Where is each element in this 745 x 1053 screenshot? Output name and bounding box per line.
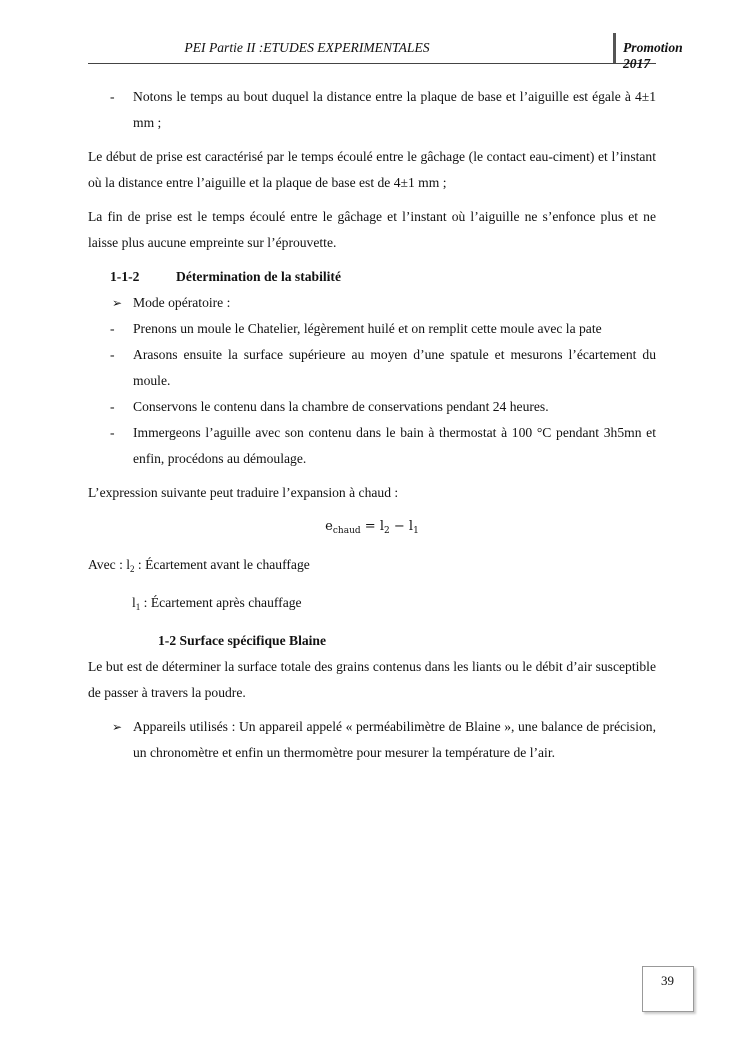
page-content — [88, 84, 656, 766]
section-title: Détermination de la stabilité — [176, 269, 341, 284]
header-title: PEI Partie II :ETUDES EXPERIMENTALES — [184, 40, 430, 55]
avec-l2-line: Avec : $l_2$ : Écartement avant le chauffage — [88, 557, 310, 574]
page-header — [88, 33, 683, 71]
header-separator — [613, 33, 616, 63]
avec-l1-line: $l_1$ : Écartement après chauffage — [132, 595, 302, 612]
list-item — [88, 394, 656, 420]
paragraph-debut-prise: Le début de prise est caractérisé par le temps écoulé entre le gâchage (le contact eau-ciment) et l’instant où la distance entre l’aiguille et la plaque de base est de 4±1 mm ; — [88, 149, 656, 190]
arrow-bullet-icon: ➢ — [112, 296, 123, 310]
list-item — [88, 316, 656, 342]
page-number: 39 — [661, 973, 674, 988]
dash-bullet: - — [110, 399, 115, 414]
formula-expansion: $e_{chaud} = l_2 - l_1$ — [325, 519, 419, 536]
list-item-text: Conservons le contenu dans la chambre de conservations pendant 24 heures. — [133, 399, 549, 414]
dash-bullet: - — [110, 347, 115, 362]
dash-bullet: - — [110, 89, 115, 104]
arrow-bullet-icon: ➢ — [112, 720, 123, 734]
dash-bullet: - — [110, 321, 115, 336]
paragraph-expression: L’expression suivante peut traduire l’expansion à chaud : — [88, 485, 399, 500]
list-item-text: Immergeons l’aguille avec son contenu dans le bain à thermostat à 100 °C pendant 3h5mn et enfin, procédons au démoulage. — [133, 425, 656, 466]
page-number-box — [642, 966, 694, 1012]
list-item-text: Prenons un moule le Chatelier, légèrement huilé et on remplit cette moule avec la pate — [133, 321, 602, 336]
list-item-text: Appareils utilisés : Un appareil appelé « perméabilimètre de Blaine », une balance de précision, un chronomètre et enfin un thermomètre pour mesurer la température de l’air. — [133, 719, 656, 760]
section-number: 1-1-2 — [110, 269, 140, 284]
dash-bullet: - — [110, 425, 115, 440]
list-item — [88, 84, 656, 136]
section-heading-blaine: 1-2 Surface spécifique Blaine — [158, 633, 327, 648]
list-item-text: Mode opératoire : — [133, 295, 231, 310]
list-item — [88, 420, 656, 472]
paragraph-blaine-intro: Le but est de déterminer la surface totale des grains contenus dans les liants ou le débit d’air susceptible de passer à travers la poudre. — [88, 659, 656, 700]
list-item-text: Notons le temps au bout duquel la distance entre la plaque de base et l’aiguille est égale à 4±1 mm ; — [133, 89, 656, 130]
header-promotion: Promotion 2017 — [623, 40, 683, 71]
list-item-text: Arasons ensuite la surface supérieure au moyen d’une spatule et mesurons l’écartement du moule. — [133, 347, 656, 388]
list-item — [88, 714, 656, 766]
list-item — [88, 342, 656, 394]
section-heading-stabilite — [88, 264, 656, 290]
paragraph-fin-prise: La fin de prise est le temps écoulé entre le gâchage et l’instant où l’aiguille ne s’enfonce plus et ne laisse plus aucune empreinte sur l’éprouvette. — [88, 209, 656, 250]
list-item — [88, 290, 656, 316]
